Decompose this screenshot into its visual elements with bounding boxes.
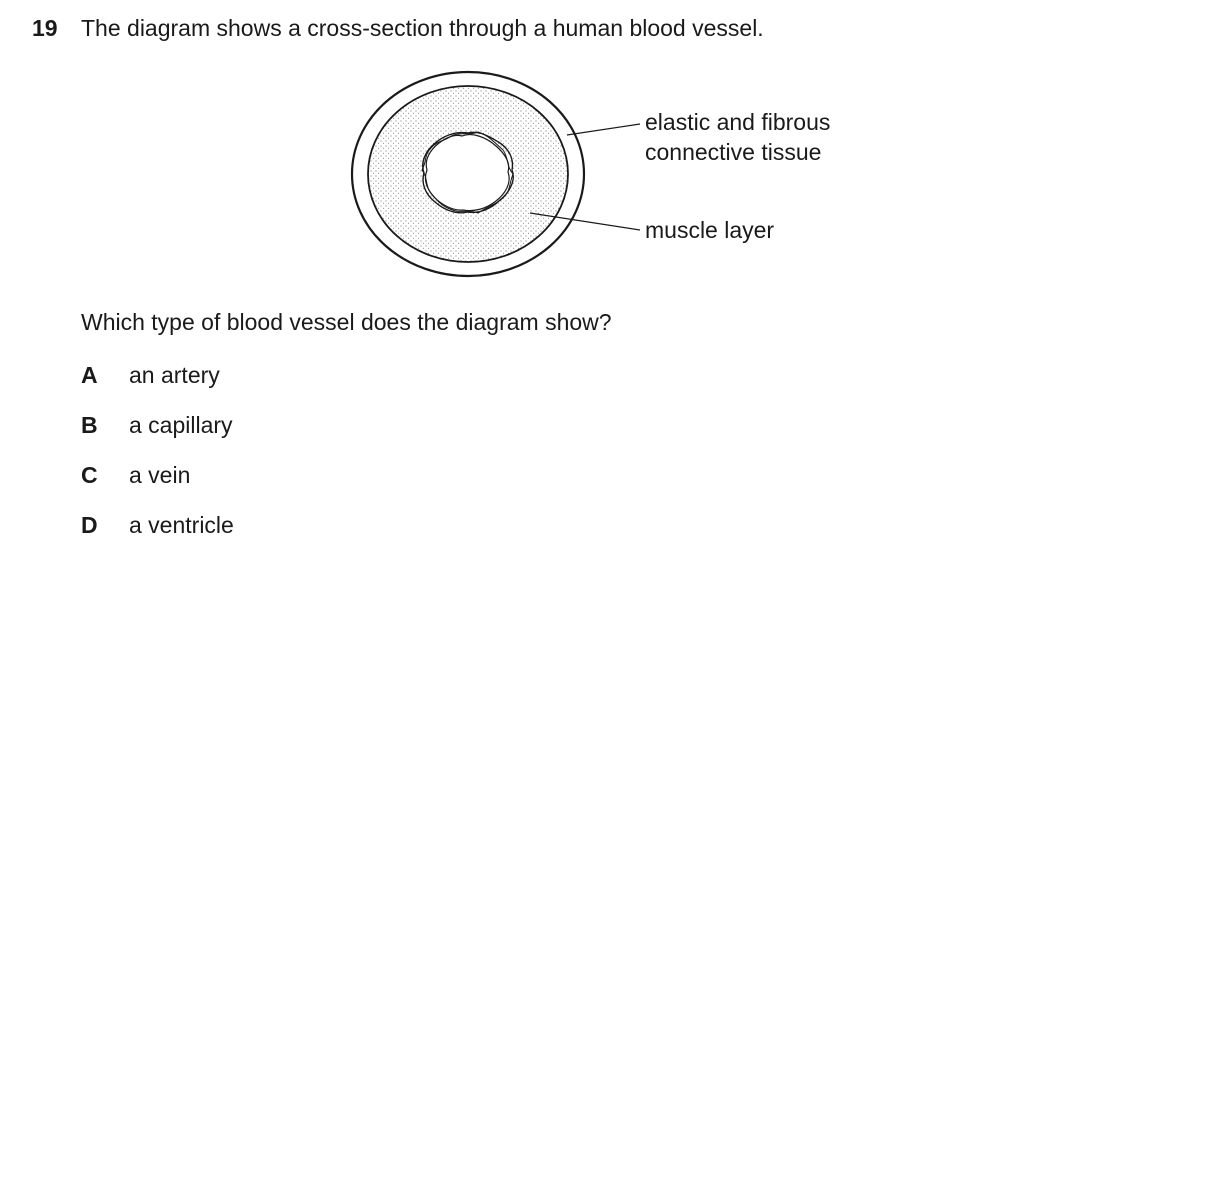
option-b[interactable] xyxy=(81,411,481,461)
option-d[interactable] xyxy=(81,511,481,561)
option-letter: B xyxy=(81,412,98,438)
label-muscle-layer: muscle layer xyxy=(645,217,775,243)
label-elastic-line-1: elastic and fibrous xyxy=(645,109,831,135)
option-letter: C xyxy=(81,462,98,488)
option-text: an artery xyxy=(129,362,220,388)
option-letter: D xyxy=(81,512,98,538)
answer-options xyxy=(81,361,481,561)
option-a[interactable] xyxy=(81,361,481,411)
option-letter: A xyxy=(81,362,98,388)
option-text: a ventricle xyxy=(129,512,234,538)
label-elastic-connective-tissue xyxy=(645,107,830,167)
option-text: a capillary xyxy=(129,412,233,438)
question-stem: The diagram shows a cross-section through a human blood vessel. xyxy=(81,15,764,41)
label-elastic-line-2: connective tissue xyxy=(645,139,822,165)
leader-line-elastic xyxy=(567,124,640,135)
option-c[interactable] xyxy=(81,461,481,511)
blood-vessel-diagram xyxy=(0,0,1209,300)
option-text: a vein xyxy=(129,462,191,488)
question-number: 19 xyxy=(32,15,58,41)
question-prompt: Which type of blood vessel does the diagram show? xyxy=(81,309,612,335)
